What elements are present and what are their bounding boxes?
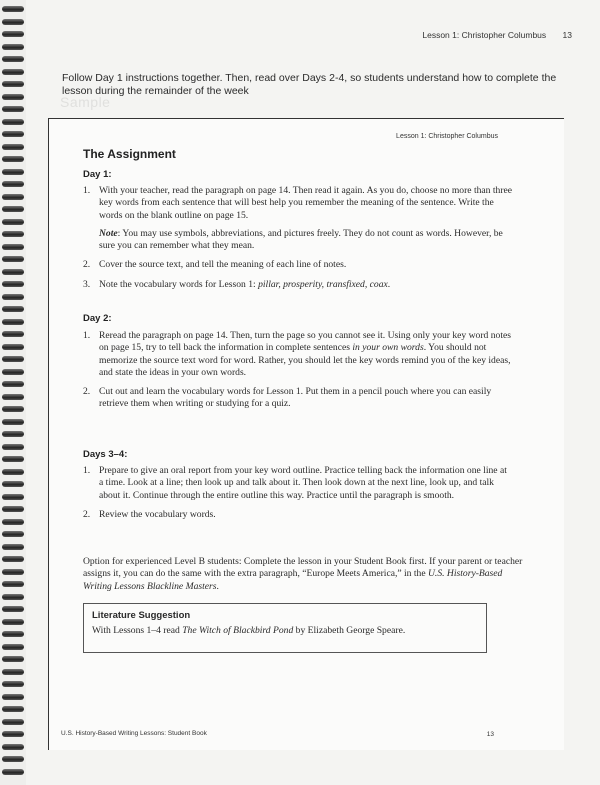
literature-suffix: by Elizabeth George Speare. [293, 625, 406, 636]
spiral-coil [2, 194, 24, 200]
footer-page-number: 13 [486, 731, 494, 738]
spiral-coil [2, 281, 24, 287]
spiral-coil [2, 756, 24, 762]
spiral-coil [2, 456, 24, 462]
item-text-italic: in your own words [352, 342, 424, 354]
spiral-coil [2, 269, 24, 275]
note-body: : You may use symbols, abbreviations, and pictures freely. They do not count as words. However, be sure you can remember what they mean. [99, 227, 503, 252]
assignment-title: The Assignment [83, 147, 176, 161]
spiral-coil [2, 744, 24, 750]
spiral-coil [2, 594, 24, 600]
list-item [83, 259, 513, 271]
spiral-coil [2, 81, 24, 87]
spiral-coil [2, 731, 24, 737]
spiral-coil [2, 306, 24, 312]
spiral-coil [2, 694, 24, 700]
item-text [99, 330, 513, 379]
list-item [83, 185, 513, 252]
spiral-coil [2, 481, 24, 487]
spiral-coil [2, 119, 24, 125]
spiral-coil [2, 206, 24, 212]
spiral-coil [2, 444, 24, 450]
spiral-coil [2, 544, 24, 550]
spiral-coil [2, 669, 24, 675]
spiral-coil [2, 356, 24, 362]
vocab-words: pillar, prosperity, transfixed, coax [258, 278, 388, 290]
spiral-coil [2, 331, 24, 337]
spiral-coil [2, 319, 24, 325]
day2-heading: Day 2: [83, 313, 112, 324]
note-text [99, 228, 513, 253]
spiral-coil [2, 381, 24, 387]
spiral-coil [2, 681, 24, 687]
day1-list [83, 185, 513, 298]
item-number: 2. [83, 259, 91, 271]
spiral-binding [0, 0, 26, 785]
list-item [83, 509, 513, 521]
page-header-title: Lesson 1: Christopher Columbus [422, 30, 547, 40]
spiral-coil [2, 719, 24, 725]
spiral-coil [2, 569, 24, 575]
spiral-coil [2, 144, 24, 150]
spiral-coil [2, 431, 24, 437]
spiral-coil [2, 169, 24, 175]
item-text: Cover the source text, and tell the meaning of each line of notes. [99, 259, 347, 271]
option-paragraph [83, 556, 523, 593]
item-text-tail: . [387, 278, 391, 290]
option-book-title: U.S. History-Based Writing Lessons Blackline Masters [83, 568, 503, 592]
spiral-coil [2, 706, 24, 712]
spiral-coil [2, 256, 24, 262]
literature-prefix: With Lessons 1–4 read [92, 625, 183, 636]
spiral-coil [2, 294, 24, 300]
footer-book-title: U.S. History-Based Writing Lessons: Student Book [61, 730, 207, 737]
option-text: Option for experienced Level B students: Complete the lesson in your Student Book first. If your parent or teacher assigns it, you can do the same with the extra paragraph, “Europe Meets America,” in the [83, 556, 523, 580]
spiral-coil [2, 31, 24, 37]
item-number: 2. [83, 508, 91, 520]
spiral-coil [2, 631, 24, 637]
spiral-coil [2, 506, 24, 512]
days34-heading: Days 3–4: [83, 449, 128, 460]
item-text-a: Reread the paragraph on page 14. Then, turn the page so you cannot see it. Using only your key word notes on page 15, try to tell back the information in complete sentences [99, 330, 511, 354]
item-text [99, 279, 513, 291]
item-number: 1. [83, 330, 91, 341]
spiral-coil [2, 531, 24, 537]
spiral-coil [2, 6, 24, 12]
days34-list [83, 465, 513, 528]
literature-body [92, 625, 478, 636]
spiral-coil [2, 94, 24, 100]
page-header [422, 30, 572, 40]
spiral-coil [2, 769, 24, 775]
item-text: Cut out and learn the vocabulary words for Lesson 1. Put them in a pencil pouch where you can easily retrieve them when writing or studying for a quiz. [99, 386, 492, 410]
spiral-coil [2, 619, 24, 625]
spiral-coil [2, 494, 24, 500]
spiral-coil [2, 519, 24, 525]
spiral-coil [2, 406, 24, 412]
spiral-coil [2, 219, 24, 225]
list-item [83, 279, 513, 291]
spiral-coil [2, 369, 24, 375]
day1-heading: Day 1: [83, 169, 112, 180]
item-number: 2. [83, 386, 91, 398]
sample-watermark: Sample [60, 94, 111, 110]
spiral-coil [2, 231, 24, 237]
spiral-coil [2, 156, 24, 162]
item-number: 1. [83, 465, 91, 476]
list-item [83, 386, 513, 411]
spiral-coil [2, 181, 24, 187]
spiral-coil [2, 244, 24, 250]
teacher-instruction: Follow Day 1 instructions together. Then, read over Days 2-4, so students understand how to complete the lesson during the remainder of the week [62, 72, 557, 97]
spiral-coil [2, 556, 24, 562]
spiral-coil [2, 469, 24, 475]
spiral-coil [2, 394, 24, 400]
spiral-coil [2, 131, 24, 137]
spiral-coil [2, 106, 24, 112]
inner-page-header: Lesson 1: Christopher Columbus [396, 133, 498, 140]
spiral-coil [2, 581, 24, 587]
student-book-page [48, 118, 564, 750]
note-label: Note [99, 227, 118, 239]
spiral-coil [2, 44, 24, 50]
item-text-main: Note the vocabulary words for Lesson 1: [99, 278, 259, 290]
spiral-coil [2, 69, 24, 75]
spiral-coil [2, 656, 24, 662]
item-number: 1. [83, 185, 91, 196]
item-number: 3. [83, 278, 91, 290]
list-item [83, 330, 513, 379]
spiral-coil [2, 606, 24, 612]
spiral-coil [2, 419, 24, 425]
literature-title: Literature Suggestion [92, 610, 191, 621]
item-text: Review the vocabulary words. [99, 508, 216, 520]
day2-list [83, 330, 513, 418]
option-tail: . [216, 580, 219, 592]
item-text-b: . You should not memorize the source text word for word. Rather, you should let the key words remind you of the key ideas, and state the ideas in your own words. [99, 342, 511, 378]
spiral-coil [2, 19, 24, 25]
page-header-number: 13 [562, 30, 572, 40]
spiral-coil [2, 344, 24, 350]
literature-book-title: The Witch of Blackbird Pond [182, 625, 294, 636]
list-item [83, 465, 513, 502]
spiral-coil [2, 56, 24, 62]
literature-suggestion-box [83, 603, 487, 653]
item-text: Prepare to give an oral report from your key word outline. Practice telling back the information one line at a time. Look at a line; then look up and talk about it. Then look down at the next line, look up, and talk about it. Continue through the entire outline this way. Practice until the paragraph is smooth. [99, 465, 507, 501]
item-text: With your teacher, read the paragraph on page 14. Then read it again. As you do, choose no more than three key words from each sentence that will best help you remember the meaning of the sentence. Write the words on the blank outline on page 15. [99, 185, 513, 221]
spiral-coil [2, 644, 24, 650]
